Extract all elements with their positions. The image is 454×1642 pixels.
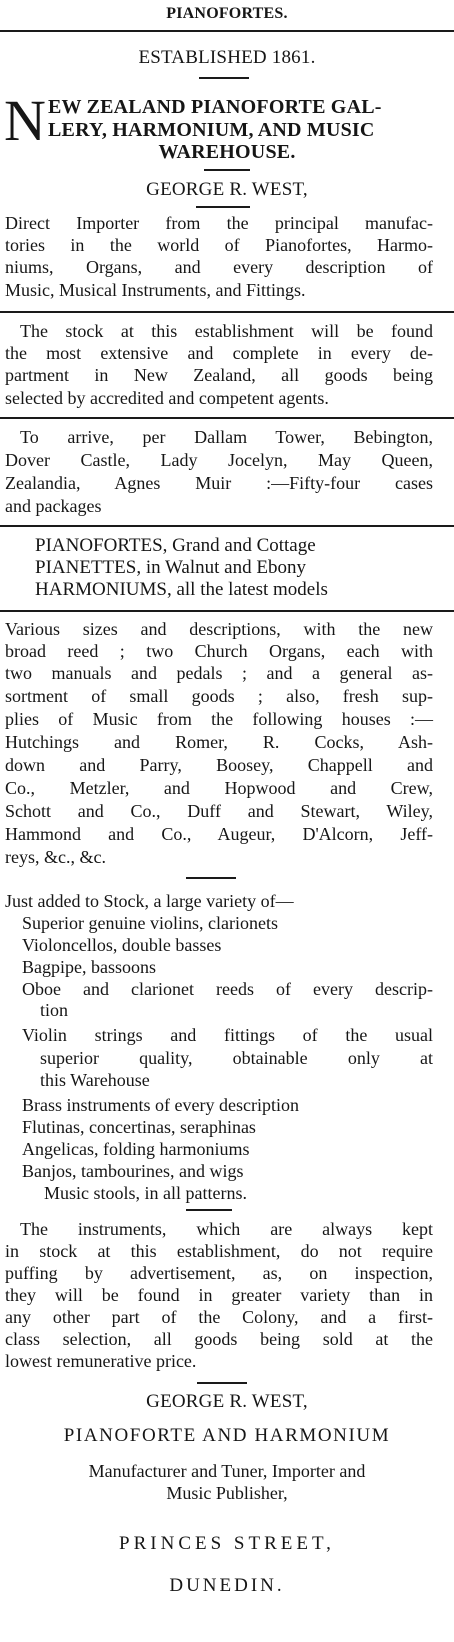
closing-line: The instruments, which are always kept (20, 1219, 433, 1239)
title-line-1: EW ZEALAND PIANOFORTE GAL- (48, 96, 382, 118)
closing-line: any other part of the Colony, and a first- (5, 1307, 433, 1327)
signature-trade: PIANOFORTE AND HARMONIUM (63, 1425, 391, 1446)
added-heading: Just added to Stock, a large variety of— (5, 891, 294, 911)
divider-dash (186, 877, 236, 879)
signature-city: DUNEDIN. (169, 1575, 285, 1596)
added-item: Superior genuine violins, clarionets (22, 913, 278, 933)
section-rule (0, 610, 454, 612)
intro-line: Direct Importer from the principal manufac- (5, 213, 433, 233)
section-rule (0, 417, 454, 419)
intro-line: niums, Organs, and every description of (5, 257, 433, 277)
signature-role-line: Manufacturer and Tuner, Importer and (88, 1461, 366, 1481)
arrive-line: and packages (5, 496, 102, 516)
various-line: broad reed ; two Church Organs, each with (5, 641, 433, 661)
closing-line: class selection, all goods being sold at the (5, 1329, 433, 1349)
added-item: tion (40, 1000, 69, 1020)
arrive-line: Zealandia, Agnes Muir :—Fifty-four cases (5, 473, 433, 493)
stock-line: the most extensive and complete in every de- (5, 343, 433, 363)
closing-line: in stock at this establishment, do not require (5, 1241, 433, 1261)
added-item: Violin strings and fittings of the usual (22, 1025, 433, 1045)
various-line: Various sizes and descriptions, with the new (5, 619, 433, 639)
divider-dash (196, 206, 250, 208)
intro-line: tories in the world of Pianofortes, Harmo- (5, 235, 433, 255)
signature-role-line: Music Publisher, (166, 1483, 288, 1503)
added-item: Music stools, in all patterns. (44, 1183, 247, 1203)
arrive-line: To arrive, per Dallam Tower, Bebington, (20, 427, 433, 447)
signature-street: PRINCES STREET, (119, 1533, 335, 1554)
title-line-2: LERY, HARMONIUM, AND MUSIC (48, 119, 375, 141)
stock-line: The stock at this establishment will be found (20, 321, 433, 341)
closing-line: puffing by advertisement, as, on inspection, (5, 1263, 433, 1283)
closing-line: lowest remunerative price. (5, 1351, 197, 1371)
title-drop-capital: N (4, 88, 46, 153)
added-item: Oboe and clarionet reeds of every descrip- (22, 979, 433, 999)
added-item: Bagpipe, bassoons (22, 957, 156, 977)
instrument-line: HARMONIUMS, all the latest models (35, 579, 328, 600)
proprietor-name: GEORGE R. WEST, (146, 179, 308, 200)
various-line: down and Parry, Boosey, Chappell and (5, 755, 433, 775)
added-item: this Warehouse (40, 1070, 150, 1090)
added-item: Brass instruments of every description (22, 1095, 299, 1115)
added-item: Angelicas, folding harmoniums (22, 1139, 250, 1159)
added-item: Banjos, tambourines, and wigs (22, 1161, 244, 1181)
various-line: Co., Metzler, and Hopwood and Crew, (5, 778, 433, 798)
arrive-line: Dover Castle, Lady Jocelyn, May Queen, (5, 450, 433, 470)
added-item: Flutinas, concertinas, seraphinas (22, 1117, 256, 1137)
divider-dash (186, 1209, 232, 1211)
various-line: sortment of small goods ; also, fresh sup- (5, 686, 433, 706)
title-line-3: WAREHOUSE. (158, 141, 296, 163)
divider-dash (204, 169, 250, 171)
added-item: Violoncellos, double basses (22, 935, 222, 955)
signature-name: GEORGE R. WEST, (146, 1391, 308, 1412)
stock-line: selected by accredited and competent agents. (5, 388, 329, 408)
section-rule (0, 525, 454, 527)
divider-dash (199, 77, 249, 79)
various-line: Hammond and Co., Augeur, D'Alcorn, Jeff- (5, 824, 433, 844)
various-line: reys, &c., &c. (5, 847, 106, 867)
top-rule (0, 30, 454, 32)
divider-dash (197, 1382, 247, 1384)
instrument-line: PIANOFORTES, Grand and Cottage (35, 535, 316, 556)
intro-line: Music, Musical Instruments, and Fittings. (5, 280, 306, 300)
various-line: Hutchings and Romer, R. Cocks, Ash- (5, 732, 433, 752)
closing-line: they will be found in greater variety than in (5, 1285, 433, 1305)
various-line: two manuals and pedals ; and a general as- (5, 663, 433, 683)
added-item: superior quality, obtainable only at (40, 1048, 433, 1068)
various-line: Schott and Co., Duff and Stewart, Wiley, (5, 801, 433, 821)
established-line: ESTABLISHED 1861. (138, 47, 316, 68)
stock-line: partment in New Zealand, all goods being (5, 365, 433, 385)
instrument-line: PIANETTES, in Walnut and Ebony (35, 557, 306, 578)
various-line: plies of Music from the following houses :— (5, 709, 433, 729)
section-heading: PIANOFORTES. (166, 5, 288, 22)
section-rule (0, 311, 454, 313)
